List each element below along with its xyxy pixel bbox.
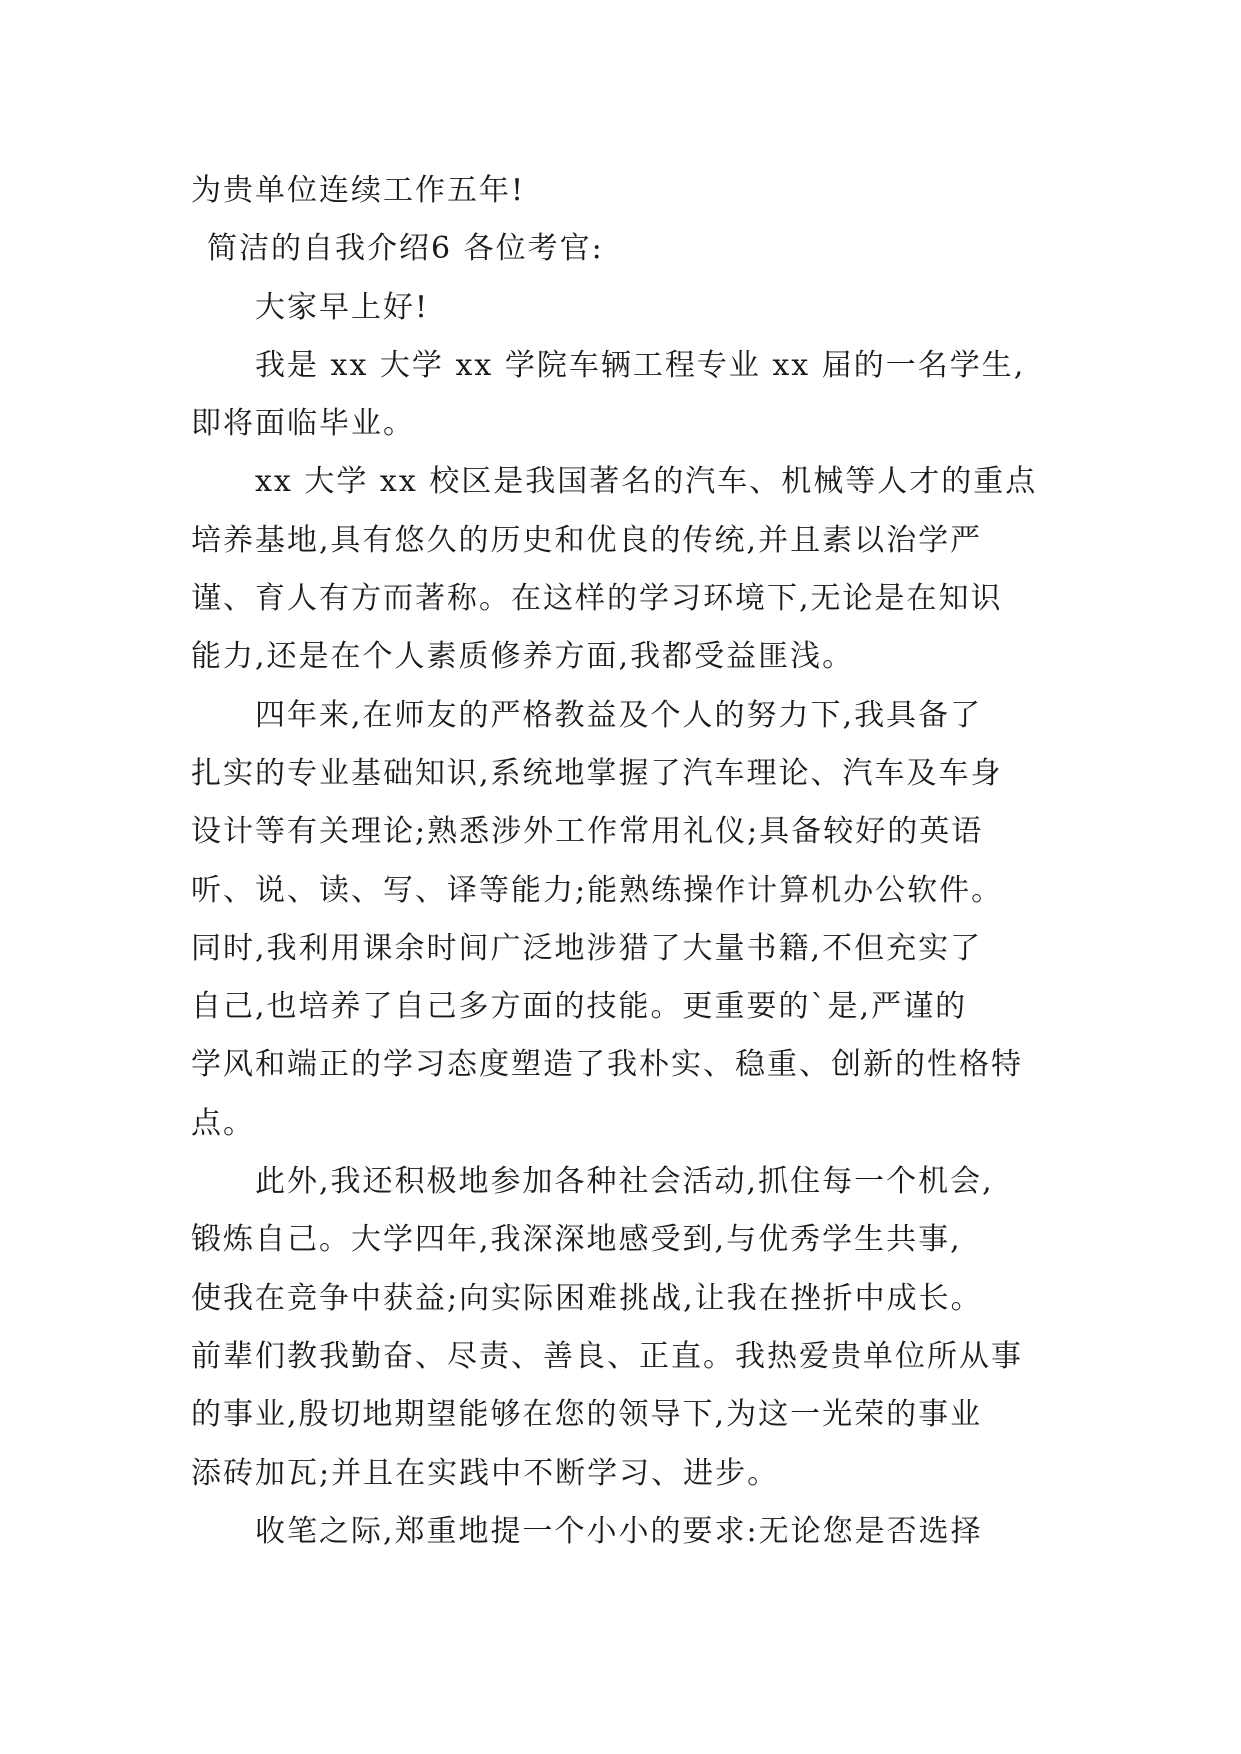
text-line: 为贵单位连续工作五年! (191, 173, 526, 208)
text-line: 的事业,殷切地期望能够在您的领导下,为这一光荣的事业 (191, 1397, 983, 1433)
text-line: 扎实的专业基础知识,系统地掌握了汽车理论、汽车及车身 (191, 755, 1003, 791)
section-heading: 简洁的自我介绍6 各位考官: (207, 231, 604, 267)
text-line: 设计等有关理论;熟悉涉外工作常用礼仪;具备较好的英语 (191, 814, 984, 850)
text-line: 听、说、读、写、译等能力;能熟练操作计算机办公软件。 (191, 872, 1004, 908)
text-line: 此外,我还积极地参加各种社会活动,抓住每一个机会, (255, 1164, 994, 1200)
greeting-line: 大家早上好! (255, 289, 430, 325)
text-line: 添砖加瓦;并且在实践中不断学习、进步。 (191, 1455, 780, 1491)
text-line: 学风和端正的学习态度塑造了我朴实、稳重、创新的性格特 (191, 1047, 1023, 1083)
text-line: 锻炼自己。大学四年,我深深地感受到,与优秀学生共事, (191, 1222, 962, 1258)
text-line: 自己,也培养了自己多方面的技能。更重要的`是,严谨的 (191, 989, 968, 1025)
text-line: 即将面临毕业。 (191, 406, 415, 442)
text-line: 四年来,在师友的严格教益及个人的努力下,我具备了 (255, 697, 983, 733)
text-line: 能力,还是在个人素质修养方面,我都受益匪浅。 (191, 639, 855, 675)
text-line: 同时,我利用课余时间广泛地涉猎了大量书籍,不但充实了 (191, 930, 983, 966)
text-line: 培养基地,具有悠久的历史和优良的传统,并且素以治学严 (191, 522, 983, 558)
text-line: 我是 xx 大学 xx 学院车辆工程专业 xx 届的一名学生, (255, 347, 1026, 383)
text-line: 前辈们教我勤奋、尽责、善良、正直。我热爱贵单位所从事 (191, 1338, 1023, 1374)
text-line: 点。 (191, 1105, 255, 1141)
text-line: 使我在竞争中获益;向实际困难挑战,让我在挫折中成长。 (191, 1280, 983, 1316)
document-body (191, 162, 1071, 1561)
text-line: xx 大学 xx 校区是我国著名的汽车、机械等人才的重点 (255, 464, 1038, 500)
text-line: 谨、育人有方而著称。在这样的学习环境下,无论是在知识 (191, 581, 1003, 617)
text-line: 收笔之际,郑重地提一个小小的要求:无论您是否选择 (255, 1513, 983, 1549)
